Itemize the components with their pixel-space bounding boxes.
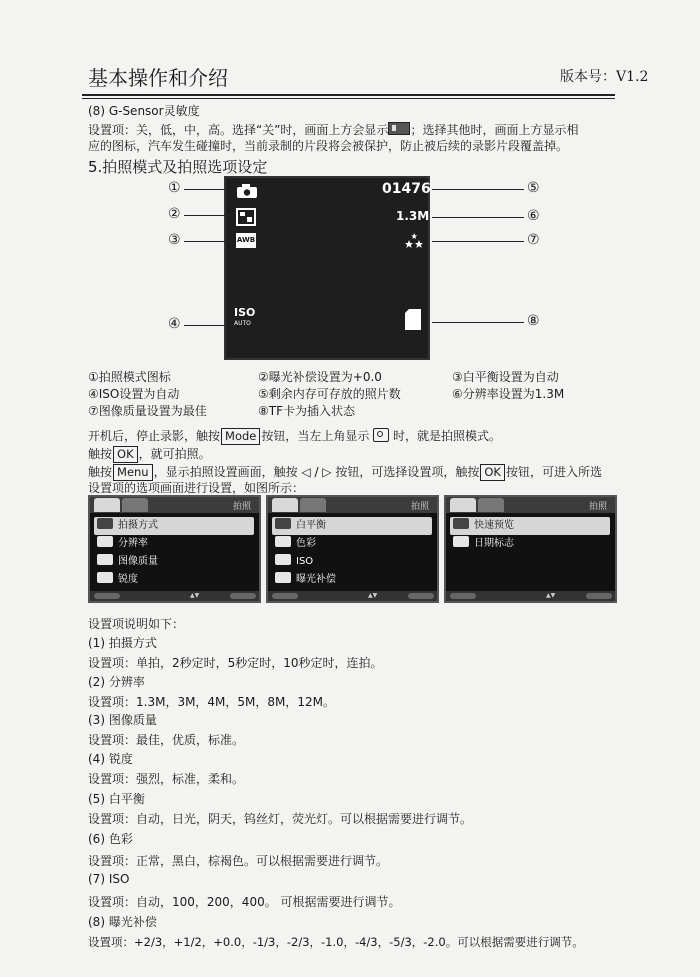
legend-item: ⑤剩余内存可存放的照片数 xyxy=(258,387,401,401)
callout-6: ⑥ xyxy=(527,208,540,224)
callout-5: ⑤ xyxy=(527,180,540,196)
stars-icon xyxy=(404,233,424,249)
iso-sub-label: AUTO xyxy=(234,320,251,327)
callout-2: ② xyxy=(168,206,181,222)
menu-footer xyxy=(268,591,437,601)
nav-arrows-icon: ▲▼ xyxy=(546,592,556,599)
menu-item-label: 图像质量 xyxy=(118,556,158,567)
setting-text: 设置项：最佳，优质，标准。 xyxy=(88,733,245,747)
setting-text: 设置项：自动，100，200，400。 可根据需要进行调节。 xyxy=(88,895,401,909)
ok-key: OK xyxy=(113,446,138,463)
legend-item: ⑦图像质量设置为最佳 xyxy=(88,404,207,418)
menu-item-label: 分辨率 xyxy=(118,538,148,549)
menu-item xyxy=(272,571,432,589)
instruction-text: ，显示拍照设置画面，触按 ◁ / ▷ 按钮，可选择设置项，触按 xyxy=(153,465,480,479)
instruction-text: 按钮，当左上角显示 xyxy=(261,429,370,443)
camera-tab-icon xyxy=(450,498,476,512)
callout-line xyxy=(184,241,230,242)
instruction-text: 触按 xyxy=(88,447,113,461)
setting-text: 设置项：强烈，标准，柔和。 xyxy=(88,772,245,786)
instruction-text: 触按 xyxy=(88,465,113,479)
iso-label: ISO xyxy=(234,306,256,319)
callout-line xyxy=(432,322,524,323)
section-title: 5.拍照模式及拍照选项设定 xyxy=(88,158,268,176)
g-sensor-lock-icon xyxy=(388,122,410,135)
setting-heading: (2) 分辨率 xyxy=(88,675,145,689)
sharpness-icon xyxy=(97,572,113,583)
callout-line xyxy=(184,189,230,190)
menu-screen-3 xyxy=(444,495,617,603)
ok-button-icon xyxy=(230,593,256,599)
menu-item-label: 曝光补偿 xyxy=(296,574,336,585)
callout-line xyxy=(184,325,230,326)
menu-tabs xyxy=(90,497,259,513)
wrench-tab-icon xyxy=(122,498,148,512)
resolution-label: 1.3M xyxy=(396,209,430,223)
shot-count: 01476 xyxy=(382,181,431,197)
camera-tab-icon xyxy=(94,498,120,512)
menu-item xyxy=(272,535,432,553)
exposure-icon xyxy=(236,208,256,226)
menu-item-label: 拍摄方式 xyxy=(118,520,158,531)
awb-icon: AWB xyxy=(236,233,256,248)
callout-line xyxy=(432,189,524,190)
menu-item xyxy=(272,553,432,571)
camera-mode-icon xyxy=(373,428,389,442)
menu-item xyxy=(94,553,254,571)
wrench-tab-icon xyxy=(300,498,326,512)
menu-item xyxy=(272,517,432,535)
menu-item-label: 锐度 xyxy=(118,574,138,585)
instruction-ok xyxy=(88,445,211,463)
instruction-text: 按钮，可进入所选 xyxy=(505,465,602,479)
setting-text: 设置项：+2/3，+1/2，+0.0，-1/3，-2/3，-1.0，-4/3，-5/3，-2.0。可以根据需要进行调节。 xyxy=(88,935,584,949)
instruction-text: 时，就是拍照模式。 xyxy=(393,429,502,443)
gsensor-line1-a: 设置项：关，低，中，高。选择“关”时，画面上方会显示 xyxy=(88,123,389,137)
settings-intro: 设置项说明如下： xyxy=(88,617,185,631)
setting-heading: (8) 曝光补偿 xyxy=(88,915,157,929)
callout-1: ① xyxy=(168,180,181,196)
exposure-icon xyxy=(275,572,291,583)
setting-text: 设置项：单拍，2秒定时，5秒定时，10秒定时，连拍。 xyxy=(88,656,383,670)
menu-title: 拍照 xyxy=(232,502,251,512)
gsensor-line1-b: ；选择其他时，画面上方显示相 xyxy=(410,123,579,137)
date-stamp-icon xyxy=(453,536,469,547)
legend-item: ⑧TF卡为插入状态 xyxy=(258,404,355,418)
back-button-icon xyxy=(272,593,298,599)
sd-card-icon xyxy=(404,309,422,331)
iso-icon xyxy=(275,554,291,565)
header-rule-thin xyxy=(82,98,615,99)
menu-item-label: 白平衡 xyxy=(296,520,326,531)
menu-item xyxy=(450,517,610,535)
quality-icon xyxy=(97,554,113,565)
callout-line xyxy=(432,241,524,242)
mode-key: Mode xyxy=(221,428,260,445)
nav-arrows-icon: ▲▼ xyxy=(368,592,378,599)
menu-tabs xyxy=(446,497,615,513)
wrench-tab-icon xyxy=(478,498,504,512)
instruction-text: 开机后，停止录影，触按 xyxy=(88,429,221,443)
legend-item: ②曝光补偿设置为+0.0 xyxy=(258,370,382,384)
gsensor-line1 xyxy=(88,121,578,138)
gsensor-line2: 应的图标，汽车发生碰撞时，当前录制的片段将会被保护，防止被后续的录影片段覆盖掉。 xyxy=(88,139,569,153)
menu-item xyxy=(450,535,610,553)
callout-3: ③ xyxy=(168,232,181,248)
back-button-icon xyxy=(450,593,476,599)
callout-line xyxy=(432,217,524,218)
white-balance-icon xyxy=(275,518,291,529)
ok-button-icon xyxy=(586,593,612,599)
callout-7: ⑦ xyxy=(527,232,540,248)
menu-item xyxy=(94,571,254,589)
setting-text: 设置项：正常，黑白，棕褐色。可以根据需要进行调节。 xyxy=(88,854,389,868)
menu-screen-1 xyxy=(88,495,261,603)
ok-button-icon xyxy=(408,593,434,599)
callout-4: ④ xyxy=(168,316,181,332)
camera-icon xyxy=(236,183,258,199)
legend-item: ①拍照模式图标 xyxy=(88,370,171,384)
instruction-text: ，就可拍照。 xyxy=(138,447,211,461)
instruction-menu-cont: 设置项的选项画面进行设置，如图所示： xyxy=(88,481,305,495)
gsensor-heading: (8) G-Sensor灵敏度 xyxy=(88,104,200,118)
setting-heading: (1) 拍摄方式 xyxy=(88,636,157,650)
version-label: 版本号：V1.2 xyxy=(560,69,649,85)
setting-text: 设置项：1.3M，3M，4M，5M，8M，12M。 xyxy=(88,695,336,709)
legend-item: ④ISO设置为自动 xyxy=(88,387,180,401)
menu-item xyxy=(94,517,254,535)
callout-line xyxy=(184,215,230,216)
setting-text: 设置项：自动，日光，阴天，钨丝灯，荧光灯。可以根据需要进行调节。 xyxy=(88,812,473,826)
nav-arrows-icon: ▲▼ xyxy=(190,592,200,599)
page-title: 基本操作和介绍 xyxy=(88,66,228,90)
back-button-icon xyxy=(94,593,120,599)
setting-heading: (3) 图像质量 xyxy=(88,713,157,727)
legend-item: ③白平衡设置为自动 xyxy=(452,370,559,384)
ok-key: OK xyxy=(480,464,505,481)
menu-footer xyxy=(446,591,615,601)
menu-tabs xyxy=(268,497,437,513)
setting-heading: (4) 锐度 xyxy=(88,752,133,766)
menu-key: Menu xyxy=(113,464,153,481)
instruction-mode xyxy=(88,427,501,445)
callout-8: ⑧ xyxy=(527,313,540,329)
setting-heading: (7) ISO xyxy=(88,872,130,886)
legend-item: ⑥分辨率设置为1.3M xyxy=(452,387,565,401)
menu-item-label: 日期标志 xyxy=(474,538,514,549)
menu-footer xyxy=(90,591,259,601)
resolution-icon xyxy=(97,536,113,547)
menu-item-label: 快速预览 xyxy=(474,520,514,531)
menu-title: 拍照 xyxy=(410,502,429,512)
camera-screen xyxy=(224,176,430,360)
setting-heading: (6) 色彩 xyxy=(88,832,133,846)
drive-mode-icon xyxy=(97,518,113,529)
header-rule xyxy=(82,94,615,96)
color-icon xyxy=(275,536,291,547)
setting-heading: (5) 白平衡 xyxy=(88,792,145,806)
menu-item-label: ISO xyxy=(296,556,314,567)
camera-tab-icon xyxy=(272,498,298,512)
quick-review-icon xyxy=(453,518,469,529)
menu-item xyxy=(94,535,254,553)
menu-item-label: 色彩 xyxy=(296,538,316,549)
menu-title: 拍照 xyxy=(588,502,607,512)
menu-screen-2 xyxy=(266,495,439,603)
